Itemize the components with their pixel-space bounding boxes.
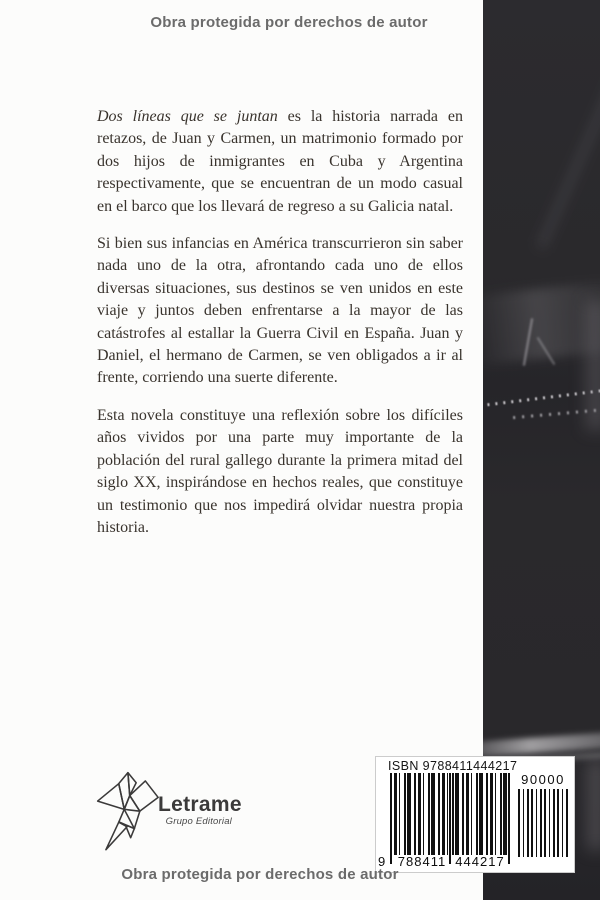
- ean13-barcode: [378, 773, 514, 869]
- publisher-logo-block: [94, 766, 329, 858]
- texture-streak: [538, 18, 600, 248]
- publisher-tagline: Grupo Editorial: [165, 816, 232, 827]
- publisher-text: [158, 793, 242, 827]
- isbn-label: ISBN 9788411444217: [388, 759, 518, 773]
- publisher-name: Letrame: [158, 793, 242, 816]
- addon-code-label: 90000: [521, 772, 565, 787]
- barcode-guard-bar: [390, 773, 392, 864]
- texture-glow: [586, 300, 600, 430]
- synopsis: [97, 106, 463, 554]
- barcode-digit-lead: 9: [378, 854, 387, 869]
- synopsis-paragraph-1-text: es la historia narrada en retazos, de Juan y Carmen, un matrimonio formado por dos hijos de inmigrantes en Cuba y Argentina respectivamente, que se encuentran de un modo casual en el barco que los llevará de regreso a su Galicia natal.: [97, 108, 463, 215]
- texture-glow: [587, 760, 600, 850]
- copyright-watermark-top: Obra protegida por derechos de autor: [150, 14, 428, 31]
- synopsis-paragraph-2: Si bien sus infancias en América transcurrieron sin saber nada uno de la otra, afrontando cada uno de ellos diversas situaciones, sus destinos se ven unidos en este viaje y juntos deben enfrentarse a la mayor de las catástrofes al estallar la Guerra Civil en España. Juan y Daniel, el hermano de Carmen, se ven obligados a ir al frente, corriendo una suerte diferente.: [97, 235, 463, 387]
- origami-bird-icon: [94, 768, 160, 858]
- barcode-digit-group-2: 444217: [455, 854, 505, 869]
- copyright-watermark-bottom: Obra protegida por derechos de autor: [121, 866, 399, 883]
- synopsis-paragraph-1: [97, 106, 463, 218]
- barcode-digit-group-1: 788411: [397, 854, 447, 869]
- book-title-italic: Dos líneas que se juntan: [97, 108, 278, 125]
- addon-barcode-bars: [518, 789, 568, 857]
- synopsis-paragraph-3: Esta novela constituye una reflexión sobre los difíciles años vividos por una parte muy importante de la población del rural gallego durante la primera mitad del siglo XX, inspirándose en hechos reales, que constituye un testimonio que nos impedirá olvidar nuestra propia historia.: [97, 406, 463, 536]
- barcode-guard-bar: [449, 773, 451, 864]
- texture-streak: [483, 280, 600, 365]
- ean5-addon-barcode: [518, 773, 568, 869]
- isbn-barcode-panel: [375, 756, 575, 873]
- texture-dust: [483, 388, 600, 407]
- barcode-guard-bar: [508, 773, 510, 864]
